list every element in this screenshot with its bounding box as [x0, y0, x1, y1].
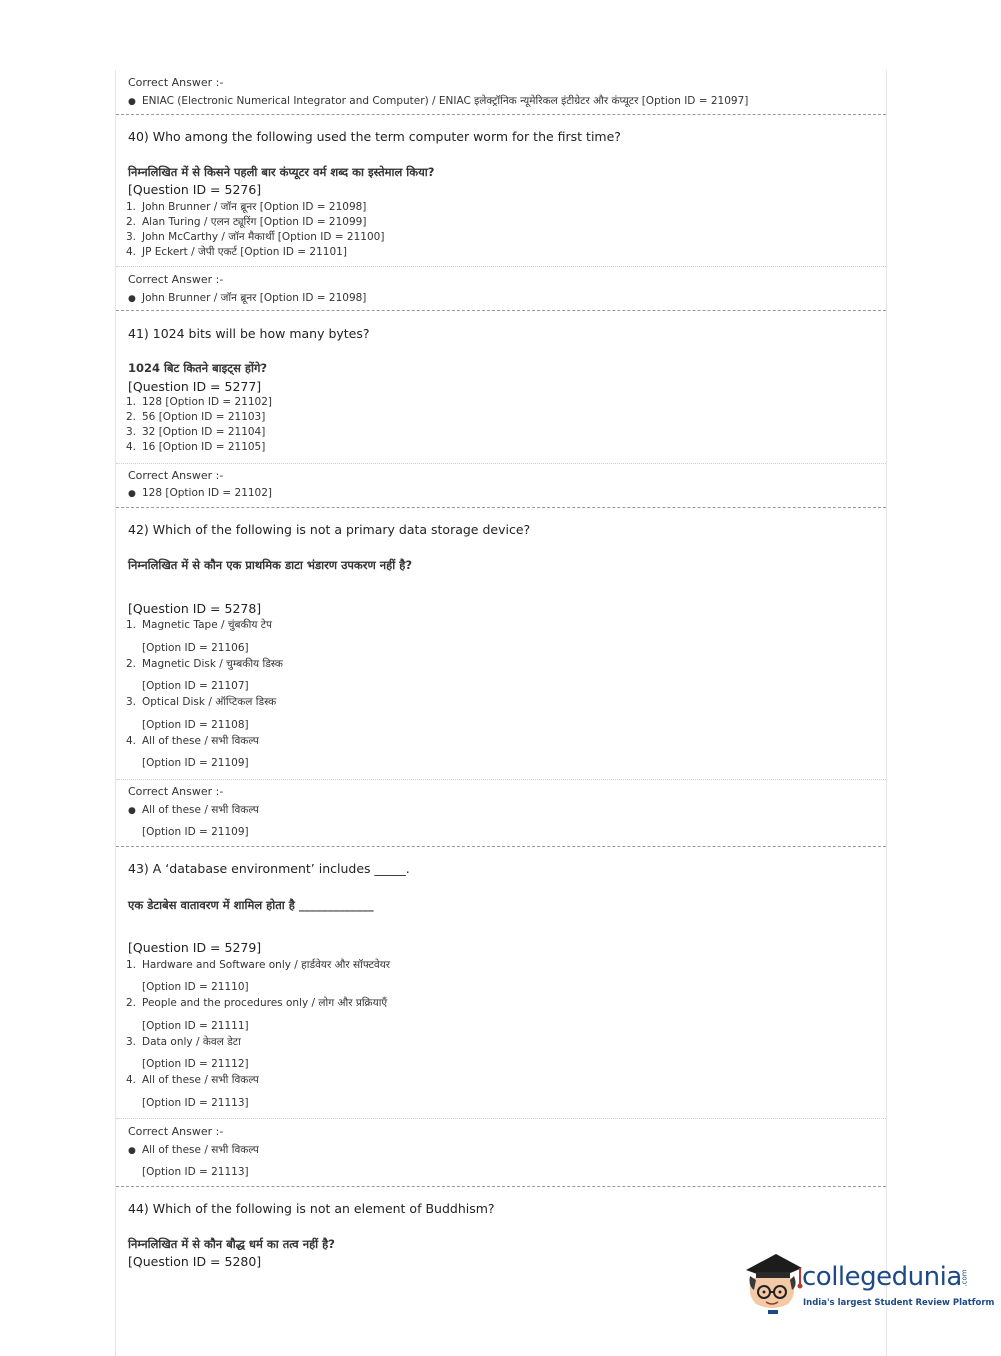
- option-item: 1. 128 [Option ID = 21102]: [126, 396, 273, 408]
- question-paper: [115, 70, 887, 1356]
- question-text: 43) A ‘database environment’ includes _____.: [128, 861, 410, 876]
- question-hindi: निम्नलिखित में से कौन एक प्राथमिक डाटा भंडारण उपकरण नहीं है?: [128, 558, 413, 572]
- option-id: [Option ID = 21110]: [142, 981, 249, 993]
- option-item: 2. Alan Turing / एलन ट्यूरिंग [Option ID = 21099]: [126, 216, 367, 228]
- option-item: 2. Magnetic Disk / चुम्बकीय डिस्क: [126, 658, 283, 670]
- option-id: [Option ID = 21106]: [142, 642, 249, 654]
- question-text: 41) 1024 bits will be how many bytes?: [128, 326, 370, 341]
- bullet-icon: ●: [128, 294, 136, 304]
- option-id: [Option ID = 21113]: [142, 1166, 249, 1178]
- correct-answer-label: Correct Answer :-: [128, 785, 224, 798]
- brand-name: collegedunia: [802, 1262, 962, 1292]
- question-text: 40) Who among the following used the term computer worm for the first time?: [128, 129, 621, 144]
- correct-answer-item: ● All of these / सभी विकल्प: [128, 804, 259, 816]
- question-id: [Question ID = 5280]: [128, 1254, 262, 1269]
- option-item: 4. JP Eckert / जेपी एकर्ट [Option ID = 21101]: [126, 246, 347, 258]
- correct-answer-item: ● ENIAC (Electronic Numerical Integrator and Computer) / ENIAC इलेक्ट्रॉनिक न्यूमेरिकल इंटीग्रेटर और कंप्यूटर [Option ID = 21097]: [128, 95, 749, 107]
- question-divider: [116, 507, 886, 508]
- question-id: [Question ID = 5279]: [128, 940, 262, 955]
- question-text: 42) Which of the following is not a primary data storage device?: [128, 522, 531, 537]
- option-id: [Option ID = 21109]: [142, 826, 249, 838]
- bullet-icon: ●: [128, 806, 136, 816]
- bullet-icon: ●: [128, 1146, 136, 1156]
- graduate-mascot-icon: [742, 1250, 804, 1314]
- question-id: [Question ID = 5278]: [128, 601, 262, 616]
- question-divider: [116, 310, 886, 311]
- option-item: 3. John McCarthy / जॉन मैकार्थी [Option ID = 21100]: [126, 231, 385, 243]
- option-id: [Option ID = 21111]: [142, 1020, 249, 1032]
- question-divider: [116, 1186, 886, 1187]
- option-item: 1. Magnetic Tape / चुंबकीय टेप: [126, 619, 272, 631]
- option-item: 4. 16 [Option ID = 21105]: [126, 441, 266, 453]
- correct-answer-label: Correct Answer :-: [128, 1125, 224, 1138]
- option-id: [Option ID = 21112]: [142, 1058, 249, 1070]
- option-item: 2. People and the procedures only / लोग और प्रक्रियाएँ: [126, 997, 388, 1009]
- brand-tagline: India's largest Student Review Platform: [803, 1298, 995, 1308]
- answer-divider: [116, 779, 886, 780]
- option-item: 3. 32 [Option ID = 21104]: [126, 426, 266, 438]
- question-divider: [116, 114, 886, 115]
- question-hindi: निम्नलिखित में से कौन बौद्ध धर्म का तत्व नहीं है?: [128, 1237, 335, 1251]
- option-id: [Option ID = 21113]: [142, 1097, 249, 1109]
- question-id: [Question ID = 5277]: [128, 379, 262, 394]
- answer-divider: [116, 463, 886, 464]
- answer-divider: [116, 1118, 886, 1119]
- option-id: [Option ID = 21108]: [142, 719, 249, 731]
- question-divider: [116, 846, 886, 847]
- option-id: [Option ID = 21107]: [142, 680, 249, 692]
- correct-answer-item: ● John Brunner / जॉन ब्रूनर [Option ID = 21098]: [128, 292, 367, 304]
- question-hindi: एक डेटाबेस वातावरण में शामिल होता है _____________: [128, 898, 374, 912]
- question-id: [Question ID = 5276]: [128, 182, 262, 197]
- correct-answer-label: Correct Answer :-: [128, 76, 224, 89]
- question-text: 44) Which of the following is not an element of Buddhism?: [128, 1201, 495, 1216]
- option-item: 3. Data only / केवल डेटा: [126, 1036, 241, 1048]
- option-item: 1. John Brunner / जॉन ब्रूनर [Option ID = 21098]: [126, 201, 367, 213]
- correct-answer-label: Correct Answer :-: [128, 273, 224, 286]
- option-item: 1. Hardware and Software only / हार्डवेयर और सॉफ्टवेयर: [126, 959, 391, 971]
- question-hindi: 1024 बिट कितने बाइट्स होंगे?: [128, 361, 268, 375]
- correct-answer-item: ● 128 [Option ID = 21102]: [128, 487, 273, 499]
- bullet-icon: ●: [128, 97, 136, 107]
- option-item: 3. Optical Disk / ऑप्टिकल डिस्क: [126, 696, 277, 708]
- option-item: 4. All of these / सभी विकल्प: [126, 1074, 259, 1086]
- bullet-icon: ●: [128, 489, 136, 499]
- brand-domain: .com: [960, 1269, 969, 1287]
- correct-answer-label: Correct Answer :-: [128, 469, 224, 482]
- option-item: 2. 56 [Option ID = 21103]: [126, 411, 266, 423]
- answer-divider: [116, 266, 886, 267]
- correct-answer-item: ● All of these / सभी विकल्प: [128, 1144, 259, 1156]
- question-hindi: निम्नलिखित में से किसने पहली बार कंप्यूटर वर्म शब्द का इस्तेमाल किया?: [128, 165, 435, 179]
- option-item: 4. All of these / सभी विकल्प: [126, 735, 259, 747]
- option-id: [Option ID = 21109]: [142, 757, 249, 769]
